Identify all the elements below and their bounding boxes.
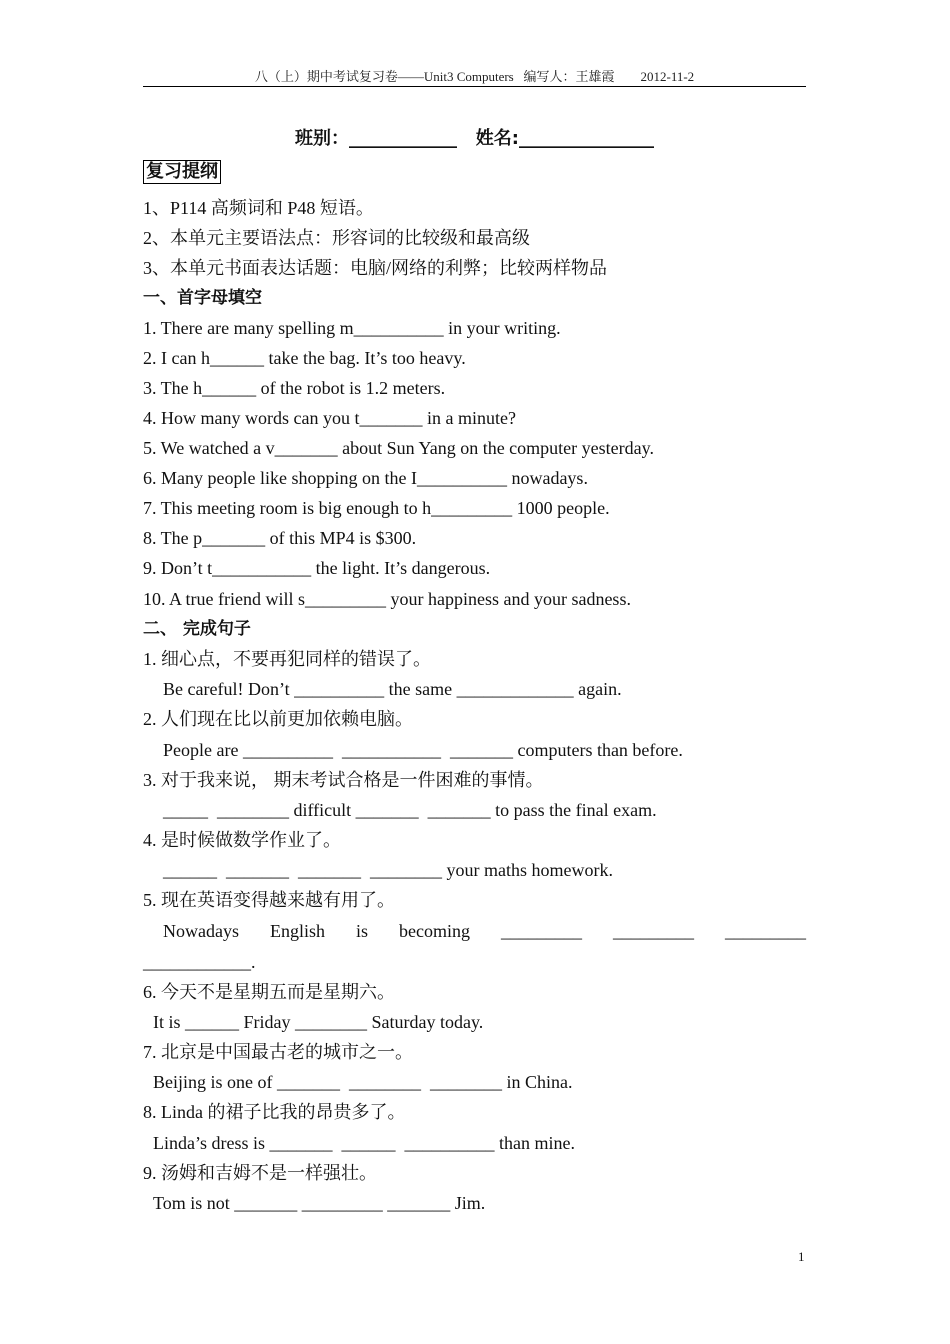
q5-word: is (356, 921, 369, 941)
sentence-q5-chinese: 5. 现在英语变得越来越有用了。 (143, 890, 395, 910)
sentence-q6-english: It is ______ Friday ________ Saturday today. (153, 1012, 484, 1032)
fill-blank-q8: 8. The p_______ of this MP4 is $300. (143, 528, 417, 548)
fill-blank-q7: 7. This meeting room is big enough to h_________ 1000 people. (143, 498, 610, 518)
sentence-q7-english: Beijing is one of _______ ________ ________ in China. (153, 1072, 573, 1092)
sentence-q5-continuation: ____________. (143, 952, 256, 972)
outline-item-3: 3、本单元书面表达话题：电脑/网络的利弊；比较两样物品 (143, 258, 607, 278)
section2-title: 二、 完成句子 (143, 619, 251, 639)
q5-word: Nowadays (163, 921, 239, 941)
q5-word: becoming (399, 921, 470, 941)
sentence-q8-chinese: 8. Linda 的裙子比我的昂贵多了。 (143, 1102, 406, 1122)
sentence-q1-chinese: 1. 细心点，不要再犯同样的错误了。 (143, 649, 431, 669)
sentence-q7-chinese: 7. 北京是中国最古老的城市之一。 (143, 1042, 413, 1062)
q5-blank: _________ (501, 921, 582, 941)
page-header: 八（上）期中考试复习卷——Unit3 Computers 编写人：王雄霞 2012-11-2 (143, 66, 806, 87)
fill-blank-q4: 4. How many words can you t_______ in a minute? (143, 408, 516, 428)
sentence-q1-english: Be careful! Don’t __________ the same _____________ again. (163, 679, 622, 699)
sentence-q6-chinese: 6. 今天不是星期五而是星期六。 (143, 982, 395, 1002)
sentence-q4-english: ______ _______ _______ ________ your maths homework. (163, 860, 613, 880)
fill-blank-q3: 3. The h______ of the robot is 1.2 meters. (143, 378, 446, 398)
fill-blank-q6: 6. Many people like shopping on the I__________ nowadays. (143, 468, 588, 488)
sentence-q5-english (163, 920, 806, 942)
q5-blank: _________ (613, 921, 694, 941)
outline-title: 复习提纲 (143, 160, 221, 184)
q5-blank: _________ (725, 921, 806, 941)
sentence-q9-chinese: 9. 汤姆和吉姆不是一样强壮。 (143, 1163, 377, 1183)
outline-item-1: 1、P114 高频词和 P48 短语。 (143, 198, 374, 218)
sentence-q3-chinese: 3. 对于我来说， 期末考试合格是一件困难的事情。 (143, 770, 544, 790)
sentence-q3-english: _____ ________ difficult _______ _______ to pass the final exam. (163, 800, 657, 820)
q5-word: English (269, 921, 325, 941)
fill-blank-q2: 2. I can h______ take the bag. It’s too heavy. (143, 348, 466, 368)
class-name-row: 班别：____________ 姓名:_______________ (295, 128, 654, 149)
sentence-q9-english: Tom is not _______ _________ _______ Jim. (153, 1193, 486, 1213)
fill-blank-q10: 10. A true friend will s_________ your happiness and your sadness. (143, 589, 631, 609)
sentence-q8-english: Linda’s dress is _______ ______ __________ than mine. (153, 1133, 575, 1153)
fill-blank-q9: 9. Don’t t___________ the light. It’s dangerous. (143, 558, 491, 578)
page-number: 1 (798, 1249, 805, 1264)
sentence-q2-chinese: 2. 人们现在比以前更加依赖电脑。 (143, 709, 413, 729)
fill-blank-q1: 1. There are many spelling m__________ in your writing. (143, 318, 561, 338)
section1-title: 一、首字母填空 (143, 288, 262, 308)
outline-item-2: 2、本单元主要语法点：形容词的比较级和最高级 (143, 228, 530, 248)
fill-blank-q5: 5. We watched a v_______ about Sun Yang on the computer yesterday. (143, 438, 654, 458)
sentence-q2-english: People are __________ ___________ _______ computers than before. (163, 740, 683, 760)
sentence-q4-chinese: 4. 是时候做数学作业了。 (143, 830, 341, 850)
